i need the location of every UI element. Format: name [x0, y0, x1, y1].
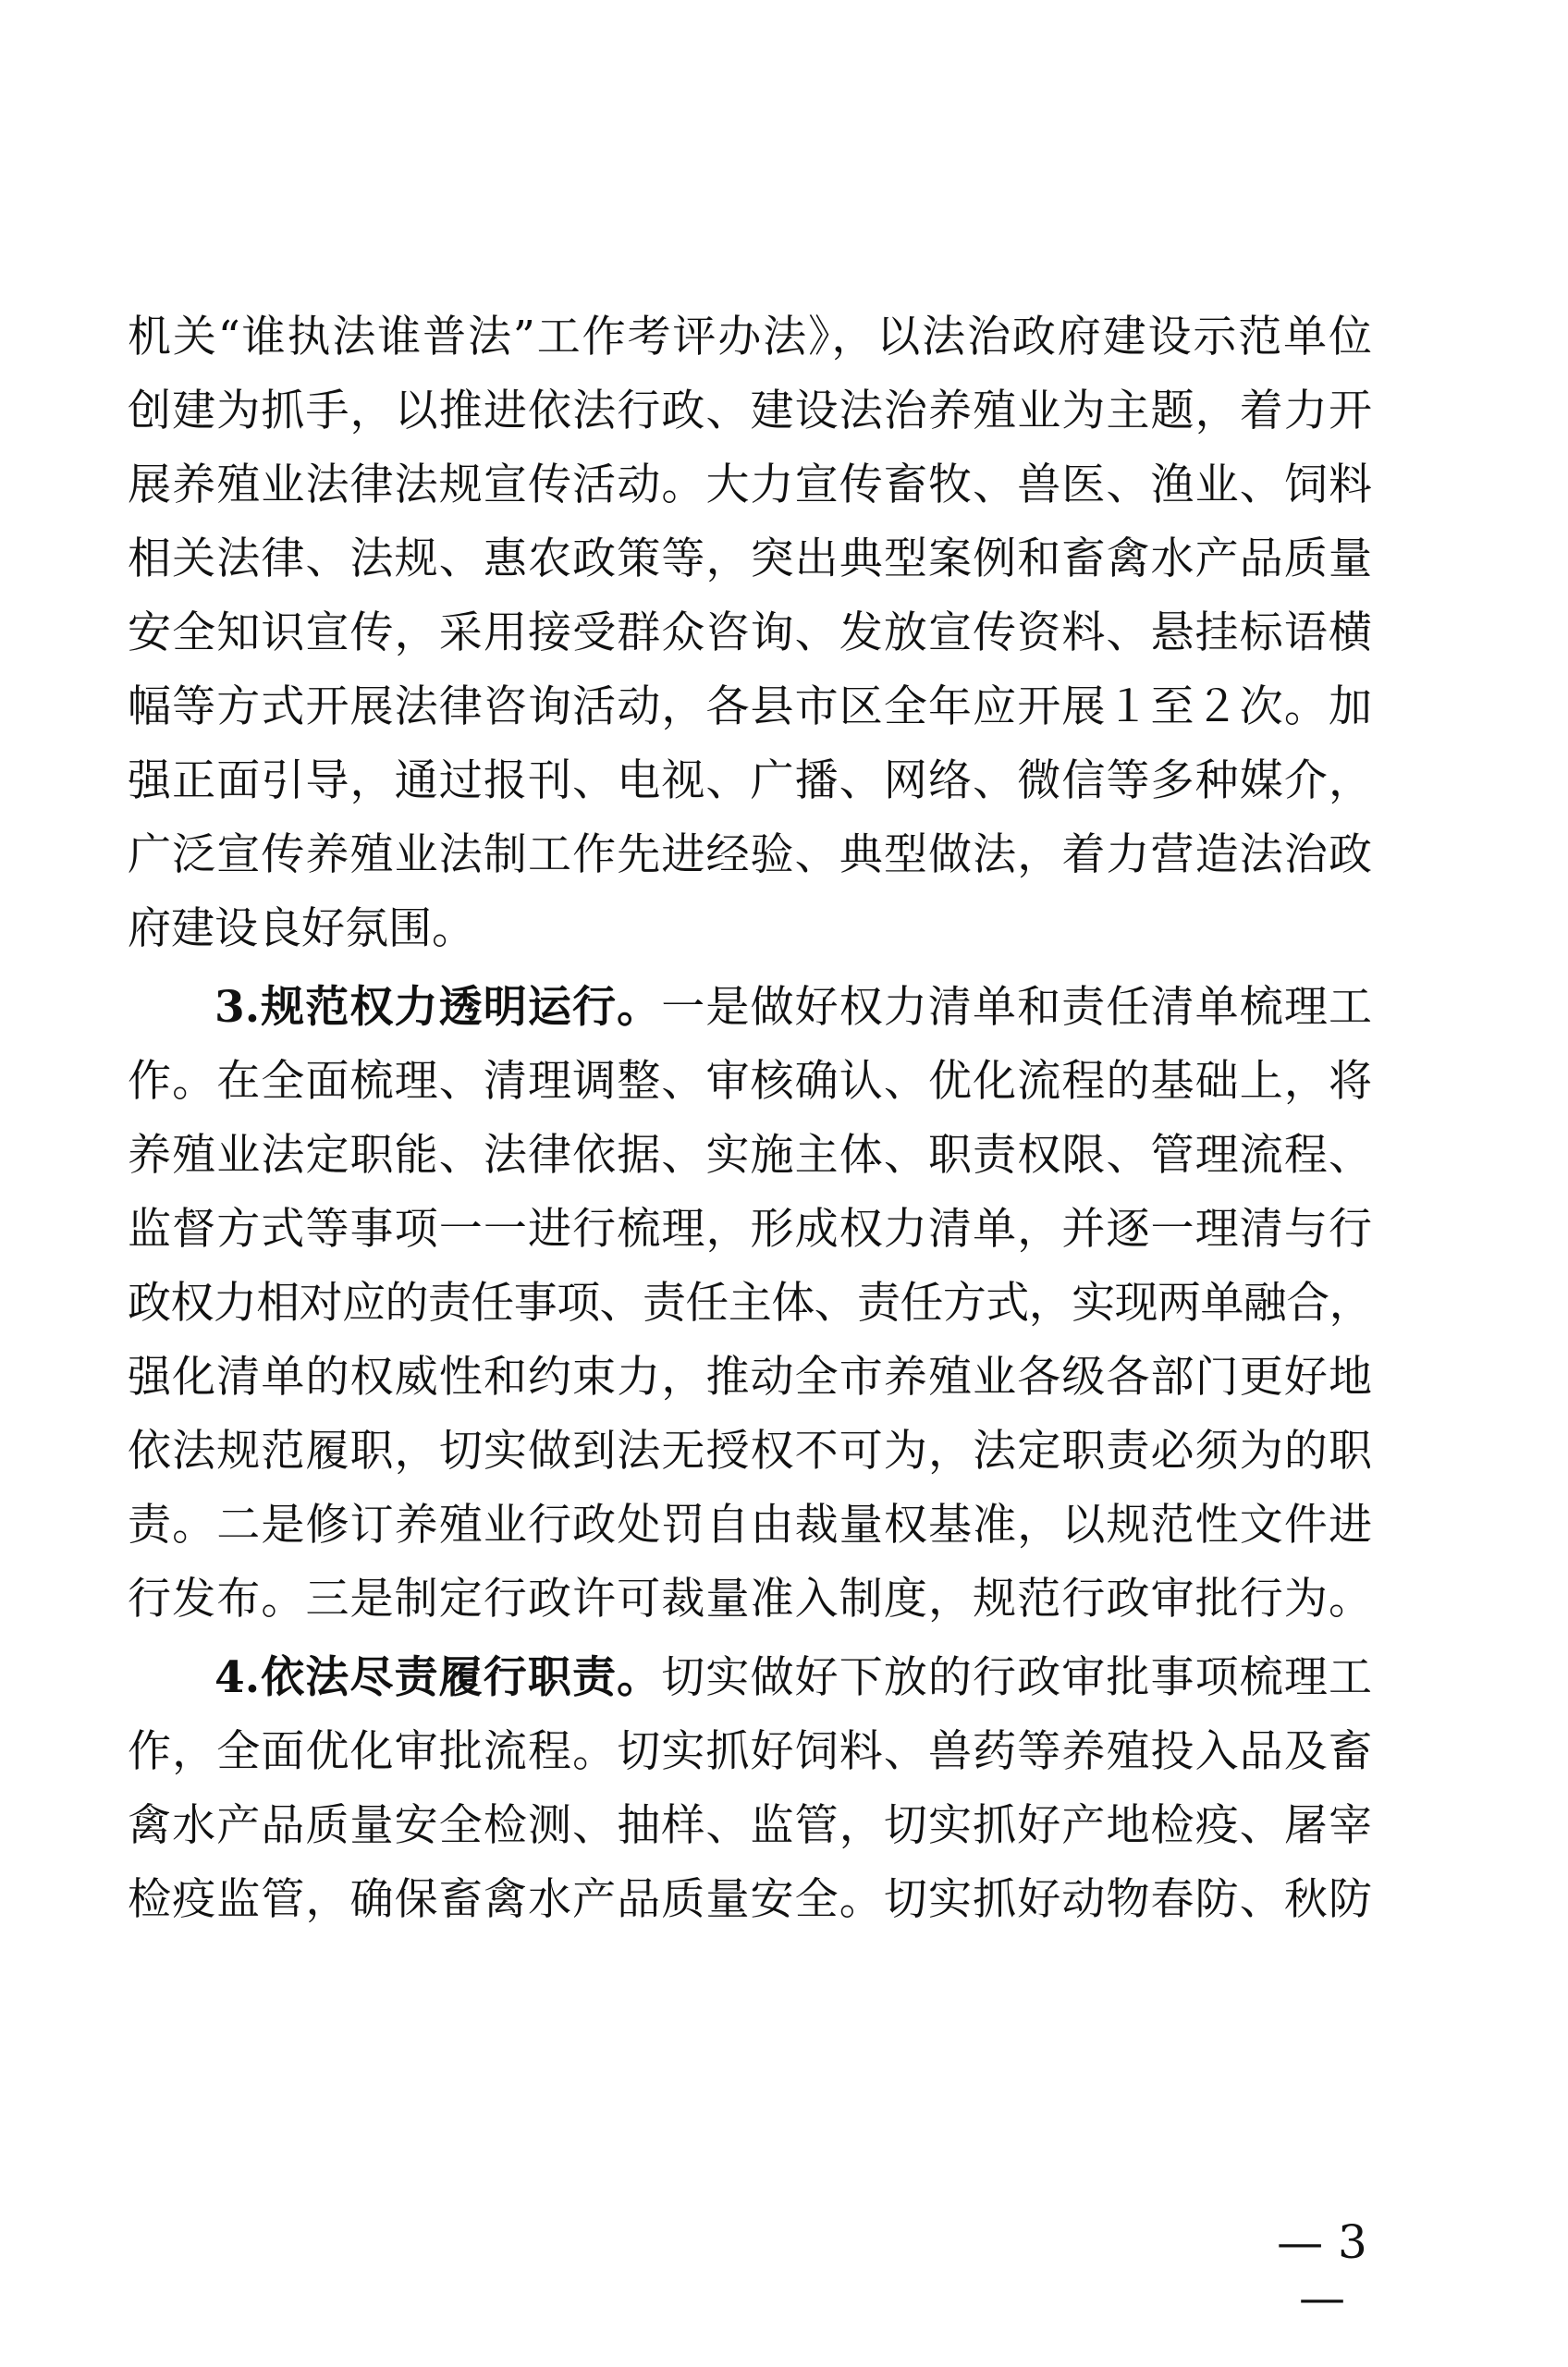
text-line: 创建为抓手，以推进依法行政、建设法治养殖业为主题，着力开 [128, 386, 1372, 436]
text-line: 安全知识宣传，采用接受群众咨询、发放宣传资料、悬挂标语横 [128, 607, 1372, 658]
text-line: 相关法律、法规、惠农政策等，突出典型案例和畜禽水产品质量 [128, 533, 1372, 584]
section-3-lead: 一是做好权力清单和责任清单梳理工 [661, 982, 1372, 1033]
text-line: 作。在全面梳理、清理调整、审核确认、优化流程的基础上，将 [128, 1056, 1372, 1107]
section-4-heading: 4.依法尽责履行职责。 [214, 1652, 662, 1703]
section-3-first-line [214, 975, 1372, 1040]
section-4-first-line [214, 1646, 1372, 1711]
text-line: 广泛宣传养殖业法制工作先进经验、典型做法，着力营造法治政 [128, 829, 1372, 880]
text-line: 责。二是修订养殖业行政处罚自由裁量权基准，以规范性文件进 [128, 1500, 1372, 1551]
text-line: 养殖业法定职能、法律依据、实施主体、职责权限、管理流程、 [128, 1130, 1372, 1181]
text-line: 监督方式等事项一一进行梳理，形成权力清单，并逐一理清与行 [128, 1204, 1372, 1255]
page-number: — 3 — [1277, 2215, 1367, 2324]
text-line: 展养殖业法律法规宣传活动。大力宣传畜牧、兽医、渔业、饲料 [128, 460, 1372, 510]
text-line: 检疫监管，确保畜禽水产品质量安全。切实抓好动物春防、秋防 [128, 1874, 1372, 1925]
text-line: 府建设良好氛围。 [128, 903, 475, 954]
text-line: 依法规范履职，切实做到法无授权不可为，法定职责必须为的职 [128, 1426, 1372, 1477]
text-line: 政权力相对应的责任事项、责任主体、责任方式，实现两单融合， [128, 1278, 1372, 1329]
text-line: 幅等方式开展法律咨询活动，各县市区全年应开展１至２次。加 [128, 681, 1372, 732]
text-line: 强正面引导，通过报刊、电视、广播、网络、微信等多种媒介， [128, 755, 1372, 806]
text-line: 作，全面优化审批流程。切实抓好饲料、兽药等养殖投入品及畜 [128, 1726, 1372, 1777]
text-line: 禽水产品质量安全检测、抽样、监管，切实抓好产地检疫、屠宰 [128, 1800, 1372, 1851]
section-4-lead: 切实做好下放的行政审批事项梳理工 [661, 1652, 1372, 1703]
text-line: 强化清单的权威性和约束力，推动全市养殖业各级各部门更好地 [128, 1352, 1372, 1403]
text-line: 机关“谁执法谁普法”工作考评办法》，以法治政府建设示范单位 [128, 312, 1372, 362]
section-3-heading: 3.规范权力透明运行。 [214, 982, 662, 1033]
text-line: 行发布。三是制定行政许可裁量准入制度，规范行政审批行为。 [128, 1574, 1372, 1625]
